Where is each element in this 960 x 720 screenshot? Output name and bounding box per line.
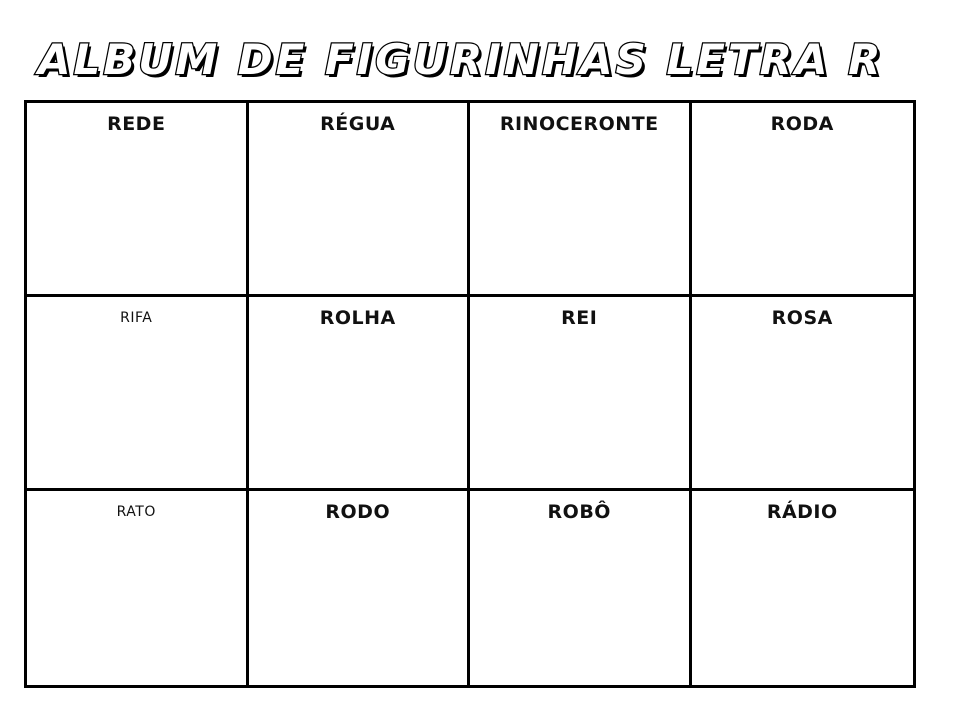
sticker-label: REI [561, 307, 598, 329]
sticker-label: RODO [325, 501, 391, 523]
sticker-slot [249, 103, 471, 297]
sticker-label: RIFA [120, 310, 153, 326]
sticker-label: ROBÔ [547, 501, 611, 523]
sticker-slot [470, 491, 692, 685]
sticker-label: RATO [116, 504, 156, 520]
sticker-slot [470, 103, 692, 297]
sticker-slot [27, 491, 249, 685]
sticker-label: RINOCERONTE [499, 113, 659, 135]
sticker-slot [692, 297, 914, 491]
sticker-label: RODA [770, 113, 834, 135]
sticker-label: RÁDIO [766, 501, 838, 523]
sticker-label: ROLHA [319, 307, 396, 329]
sticker-slot [249, 297, 471, 491]
page-title: ALBUM DE FIGURINHAS LETRA R [38, 35, 884, 84]
sticker-slot [27, 103, 249, 297]
sticker-label: REDE [107, 113, 166, 135]
sticker-grid [24, 100, 916, 688]
sticker-slot [249, 491, 471, 685]
sticker-label: RÉGUA [320, 113, 396, 135]
sticker-slot [692, 103, 914, 297]
sticker-label: ROSA [771, 307, 833, 329]
sticker-slot [692, 491, 914, 685]
sticker-slot [470, 297, 692, 491]
sticker-slot [27, 297, 249, 491]
